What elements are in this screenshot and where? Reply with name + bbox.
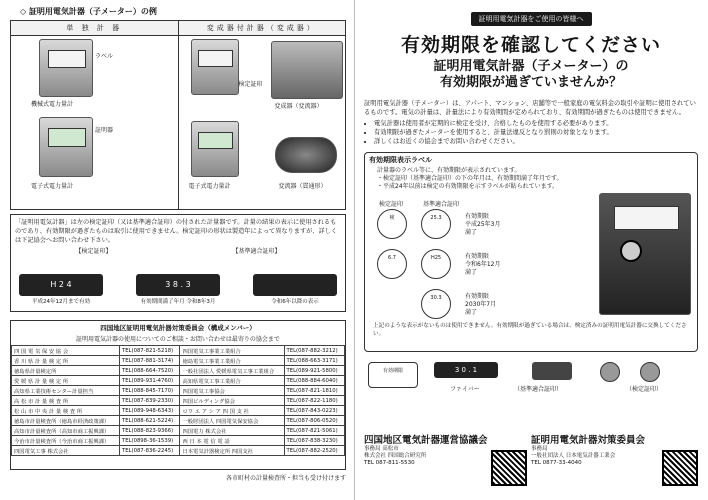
single-meter-header: 単 独 計 器 (11, 21, 178, 36)
digital-meter-image (39, 117, 93, 177)
org-name-cell: 一般財団法人 四国電気保安協会 (180, 416, 284, 426)
bullet-item: • 有効期限が過ぎたメーターを使用すると、計量法違反となり罰則の対象となります。 (374, 128, 698, 137)
org-name-cell: 四国電気工事業工業組合 (180, 346, 284, 356)
section-title: ◇ 証明用電気計器（子メーター）の例 (20, 7, 157, 16)
fiber-label: ファイバー (450, 386, 480, 393)
org-name-cell: 高知県工業技術センター計量担当 (12, 386, 120, 396)
seal-type-label: 検定証印 (379, 201, 404, 208)
meter-examples (10, 20, 346, 210)
association-table-box (10, 320, 346, 470)
mechanical-meter-image (39, 39, 93, 97)
conformity-seal-icon: 30.3 (421, 289, 451, 319)
conformity-seal-icon: H25 (421, 249, 451, 279)
meter-photo (599, 193, 691, 315)
phone-cell: TEL(0898-36-1539) (119, 436, 179, 446)
single-meter-column (11, 21, 178, 209)
mechanical-meter-caption: 機械式電力量計 (31, 101, 74, 108)
org-name-cell: 今治市計量検査所（今治市商工振興課） (12, 436, 120, 446)
label-example-box (364, 152, 698, 352)
org-name-cell: 香 川 県 計 量 検 定 所 (12, 356, 120, 366)
phone-cell: TEL(088-664-7520) (119, 366, 179, 376)
footnote: 各市町村の計量検査所・担当も受け付けます (225, 475, 346, 482)
bullet-item: • 電気計器は使用者が定期的に検定を受け、合格したものを使用する必要があります。 (374, 119, 698, 128)
phone-cell: TEL(088-823-9366) (119, 426, 179, 436)
phone-cell: TEL(087-836-2245) (119, 446, 179, 456)
phone-cell: TEL(089-921-5800) (284, 366, 344, 376)
phone-cell: TEL(089-931-4760) (119, 376, 179, 386)
org1-line: TEL 087-811-5530 (364, 460, 415, 466)
org-name-cell: 高 松 市 計 量 検 査 所 (12, 396, 120, 406)
phone-cell: TEL(088-621-5224) (119, 416, 179, 426)
verification-seal-label: 【検定証印】 (75, 248, 112, 255)
phone-cell: TEL(087-806-0520) (284, 416, 344, 426)
table-row (12, 376, 345, 386)
org-name-cell: 四国電気工事協会 (180, 386, 284, 396)
digital-meter-2-image (191, 121, 239, 177)
headline: 有効期限を確認してください (400, 34, 661, 56)
label-box-title: 有効期限表示ラベル (369, 156, 432, 164)
phone-cell: TEL(088-884-6040) (284, 376, 344, 386)
org-name-cell: 愛 媛 県 計 量 検 定 所 (12, 376, 120, 386)
org-name-cell: 松 山 市 中 央 計 量 検 査 所 (12, 406, 120, 416)
org-name-cell: 高知市計量検査所（高知市商工振興課） (12, 426, 120, 436)
conformity-device-image (532, 362, 572, 380)
notice-banner: 証明用電気計器をご使用の皆様へ (471, 12, 592, 26)
table-row (12, 406, 345, 416)
org1-line: 株式会社 四国総合研究所 (364, 453, 427, 459)
phone-cell: TEL(087-821-5218) (119, 346, 179, 356)
seal-examples (19, 274, 337, 307)
label-callout: ラベル (95, 53, 114, 60)
phone-cell: TEL(087-882-2520) (284, 446, 344, 456)
seal-note-box (10, 214, 346, 312)
phone-cell: TEL(087-843-0223) (284, 406, 344, 416)
table-row (12, 346, 345, 356)
ct-image (275, 137, 337, 173)
seal-example: 令和6年以降の表示 (253, 274, 337, 307)
table-row (12, 436, 345, 446)
label-line: 計量器のラベル等に、有効期限が表示されています。 (377, 167, 521, 174)
qr-code-icon (662, 450, 698, 486)
expiry-note: 有効期限 2030年7月 満了 (465, 293, 497, 316)
transformer-meter-column (178, 21, 346, 209)
verification-seal-sample (600, 362, 620, 382)
org-name-cell: 一般社団法人 愛媛県電気工事工業組合 (180, 366, 284, 376)
phone-cell: TEL(087-838-3230) (284, 436, 344, 446)
warning-text: 上記のような表示がないものは使用できません。有効期限が過ぎている場合は、検定済みの証明用電気計器に交換してください。 (373, 323, 687, 337)
org1-line: 事務局 高松市 (364, 446, 399, 452)
table-row (12, 396, 345, 406)
phone-cell: TEL(087-839-2330) (119, 396, 179, 406)
certifier-callout: 証明器 (95, 127, 114, 134)
org-name-cell: 徳島電気工事業工業組合 (180, 356, 284, 366)
verification-seal-icon: 検 (377, 209, 407, 239)
seal-example: 3 8 . 3 有効期間満了年月 令和8年3月 (136, 274, 220, 307)
transformer-meter-image (191, 39, 239, 95)
qr-code-icon (491, 450, 527, 486)
org2-line: TEL 0877-33-4040 (531, 460, 582, 466)
expiry-note: 有効期限 令和6年12月 満了 (465, 253, 501, 276)
expiry-sticker: 有効期限 (368, 362, 418, 388)
intro-section (364, 99, 698, 146)
phone-cell: TEL(087-822-1180) (284, 396, 344, 406)
phone-cell: TEL(087-821-5061) (284, 426, 344, 436)
transformer-image (271, 41, 343, 99)
table-row (12, 356, 345, 366)
table-row (12, 416, 345, 426)
association-subtitle: 証明用電気計器の使用についてのご相談・お問い合わせは最寄りの協会まで (76, 336, 280, 343)
table-row (12, 426, 345, 436)
org-name-cell: 四国電力 株式会社 (180, 426, 284, 436)
conformity-seal-label: 【基準適合証印】 (232, 248, 281, 255)
seal-callout: 検定証印 (238, 81, 263, 88)
phone-cell: TEL(087-881-3174) (119, 356, 179, 366)
intro-text: 証明用電気計器（子メーター）は、アパート、マンション、店舗等で一般家庭の電気料金の取引や証明に使用されているものです。電気の計量は、計量法により有効期間が定められており、有効期間が過ぎたものは使用できません。 (364, 100, 696, 116)
footer (364, 432, 698, 496)
conformity-seal-icon: 25.3 (421, 209, 451, 239)
digital-meter-caption: 電子式電力量計 (31, 183, 74, 190)
verification-caption: （検定証印） (626, 386, 663, 393)
expiry-note: 有効期限 平成25年3月 満了 (465, 213, 501, 236)
seal-note-text: 「証明用電気計器」は左の検定証印（又は基準適合証印）の付された計量器です。計量の結果の表示に使用されるものであり、有効期限が過ぎたものは取引に使用できません。検定証印の形状は製造年によって異なりますが、詳しくは下記協会へお問い合わせ下さい。 (15, 219, 338, 244)
org-name-cell: ロワ エ ア シ ア 四 国 支 社 (180, 406, 284, 416)
seal-type-label: 基準適合証印 (423, 201, 460, 208)
subheadline-2: 有効期限が過ぎていませんか？ (439, 75, 622, 90)
page-divider (354, 0, 355, 500)
org-name-cell: 四 国 電 気 保 安 協 会 (12, 346, 120, 356)
org-name-cell: 高知県電気工事工業組合 (180, 376, 284, 386)
table-row (12, 366, 345, 376)
org-name-cell: 徳島市計量検査所（徳島市経済政策課） (12, 416, 120, 426)
bullet-item: • 詳しくはお近くの協会までお問い合わせください。 (374, 137, 698, 146)
org-name-cell: 四国ビルディング協会 (180, 396, 284, 406)
org2-line: 事務局 (531, 446, 548, 452)
label-samples-row (364, 356, 698, 400)
transformer-meter-header: 変成器付計器（変成器） (179, 21, 346, 36)
org-name-cell: 日本電気計器検定所 四国支社 (180, 446, 284, 456)
transformer-caption: 変成器（変流器） (274, 103, 323, 110)
label-line: ・検定証印（基準適合証印）の下の年月は、有効期間満了年月です。 (377, 175, 563, 182)
subheadline-1: 証明用電気計器（子メーター）の (433, 59, 629, 74)
phone-cell: TEL(088-845-7170) (119, 386, 179, 396)
label-line: ・平成24年以前は検定の有効期限を示すラベルが貼られています。 (377, 183, 559, 190)
table-row (12, 386, 345, 396)
phone-cell: TEL(087-821-1810) (284, 386, 344, 396)
phone-cell: TEL(089-948-6343) (119, 406, 179, 416)
ct-caption: 変流器（貫通形） (278, 183, 327, 190)
association-title: 四国地区証明用電気計器対策委員会（構成メンバー） (100, 324, 256, 332)
display-sample: 3 0 . 1 (434, 362, 498, 378)
verification-seal-icon: 6.7 (377, 249, 407, 279)
table-row (12, 446, 345, 456)
footer-org-2 (531, 432, 698, 496)
right-page (356, 0, 708, 500)
org1-name: 四国地区電気計器運営協議会 (364, 435, 488, 446)
footer-org-1 (364, 432, 531, 496)
seal-example: H 2 4 平成24年12月まで有効 (19, 274, 103, 307)
org-name-cell: 西 日 本 電 信 電 話 (180, 436, 284, 446)
org2-line: 一般社団法人 日本電気計器工業会 (531, 453, 616, 459)
phone-cell: TEL(087-882-3212) (284, 346, 344, 356)
association-table (11, 345, 345, 456)
org-name-cell: 徳島県計量検定所 (12, 366, 120, 376)
org2-name: 証明用電気計器対策委員会 (531, 435, 646, 446)
digital-meter-2-caption: 電子式電力量計 (188, 183, 231, 190)
org-name-cell: 四国電気工事 株式会社 (12, 446, 120, 456)
conformity-caption: （基準適合証印） (514, 386, 563, 393)
phone-cell: TEL(088-663-3171) (284, 356, 344, 366)
verification-seal-sample (640, 362, 660, 382)
